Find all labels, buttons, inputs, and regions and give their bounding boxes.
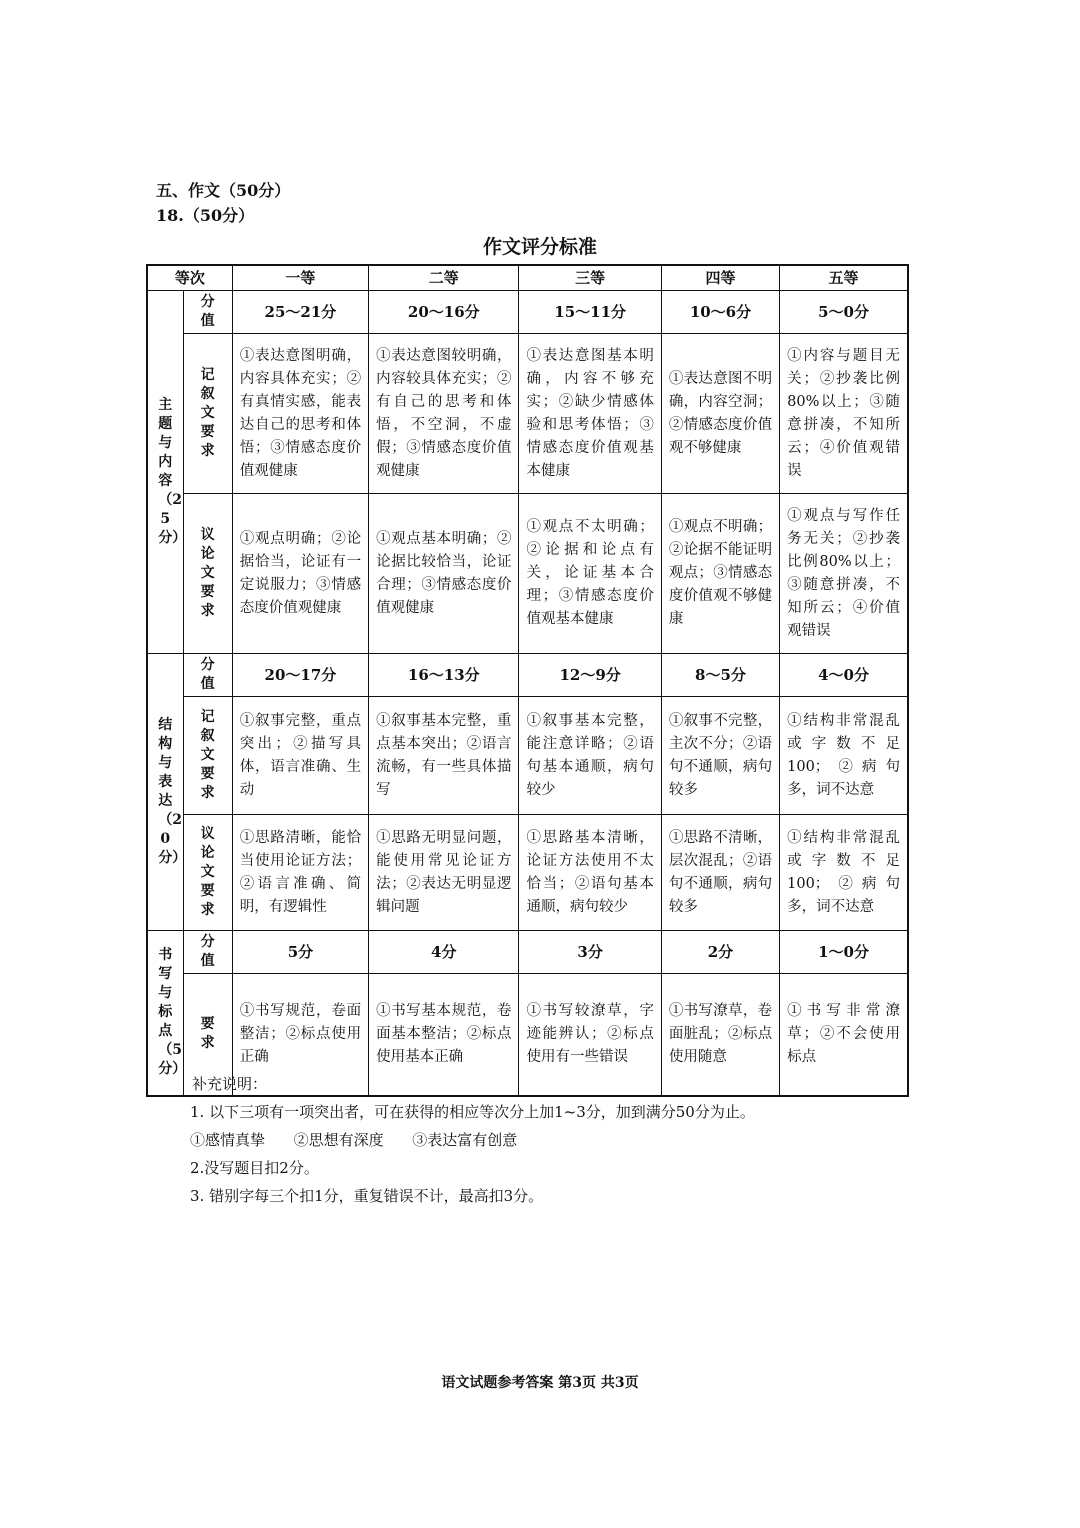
requirement-label-text: 议论文要求 <box>200 826 215 918</box>
criteria-cell: ①观点不明确；②论据不能证明观点；③情感态度价值观不够健康 <box>661 494 779 654</box>
score-label <box>183 291 232 334</box>
score-label-text: 分值 <box>200 294 215 329</box>
requirement-label <box>183 494 232 654</box>
dimension-label <box>147 654 187 931</box>
supplementary-notes <box>190 1070 755 1210</box>
score-range-cell: 12～9分 <box>519 654 661 697</box>
score-range-cell: 2分 <box>661 931 779 974</box>
score-range-cell: 16～13分 <box>369 654 519 697</box>
score-range-cell: 3分 <box>519 931 661 974</box>
note-item: 3. 错别字每三个扣1分，重复错误不计，最高扣3分。 <box>190 1187 544 1205</box>
score-row <box>147 291 908 334</box>
criteria-cell: ①书写规范，卷面整洁；②标点使用正确 <box>232 974 368 1096</box>
note-item: 1. 以下三项有一项突出者，可在获得的相应等次分上加1~3分，加到满分50分为止。 <box>190 1103 755 1121</box>
criteria-cell: ①观点不太明确；②论据和论点有关，论证基本合理；③情感态度价值观基本健康 <box>519 494 661 654</box>
criteria-cell: ①思路清晰，能恰当使用论证方法；②语言准确、简明，有逻辑性 <box>232 815 368 931</box>
criteria-cell: ①表达意图较明确，内容较具体充实；②有自己的思考和体悟，不空洞，不虚假；③情感态度价值观健康 <box>369 334 519 494</box>
score-label-text: 分值 <box>200 934 215 969</box>
criteria-cell: ①观点与写作任务无关；②抄袭比例80%以上；③随意拼凑，不知所云；④价值观错误 <box>780 494 908 654</box>
criteria-cell: ①思路基本清晰，论证方法使用不太恰当；②语句基本通顺，病句较少 <box>519 815 661 931</box>
section-title: 五、作文（50分） <box>156 181 291 200</box>
criteria-cell: ①思路无明显问题，能使用常见论证方法；②表达无明显逻辑问题 <box>369 815 519 931</box>
requirement-label <box>183 815 232 931</box>
score-range-cell: 5～0分 <box>780 291 908 334</box>
criteria-cell: ①结构非常混乱或字数不足100；②病句多，词不达意 <box>780 697 908 815</box>
score-label <box>183 931 232 974</box>
criteria-cell: ①表达意图不明确，内容空洞；②情感态度价值观不够健康 <box>661 334 779 494</box>
requirement-label-text: 要求 <box>200 1016 215 1052</box>
requirement-label-text: 记叙文要求 <box>200 367 215 459</box>
dimension-label <box>147 291 187 654</box>
criteria-cell: ①书写潦草，卷面脏乱；②标点使用随意 <box>661 974 779 1096</box>
criteria-cell: ①叙事不完整，主次不分；②语句不通顺，病句较多 <box>661 697 779 815</box>
criteria-cell: ①叙事基本完整，能注意详略；②语句基本通顺，病句较少 <box>519 697 661 815</box>
score-range-cell: 10～6分 <box>661 291 779 334</box>
criteria-cell: ①表达意图基本明确，内容不够充实；②缺少情感体验和思考体悟；③情感态度价值观基本健康 <box>519 334 661 494</box>
page-footer: 语文试题参考答案 第3页 共3页 <box>441 1375 639 1391</box>
score-row <box>147 931 908 974</box>
note-item: 2.没写题目扣2分。 <box>190 1159 319 1177</box>
score-range-cell: 4分 <box>369 931 519 974</box>
criteria-cell: ①叙事完整，重点突出；②描写具体，语言准确、生动 <box>232 697 368 815</box>
corner-cell: 等次 <box>147 265 232 291</box>
grade-header: 四等 <box>661 265 779 291</box>
requirement-row <box>147 697 908 815</box>
dimension-label-text: 结构与表达（20分） <box>158 717 187 866</box>
criteria-cell: ①观点基本明确；②论据比较恰当，论证合理；③情感态度价值观健康 <box>369 494 519 654</box>
dimension-label <box>147 931 187 1096</box>
grade-header: 三等 <box>519 265 661 291</box>
grading-table <box>146 264 909 1097</box>
criteria-cell: ①观点明确；②论据恰当，论证有一定说服力；③情感态度价值观健康 <box>232 494 368 654</box>
requirement-row <box>147 815 908 931</box>
dimension-label-text: 主题与内容（25分） <box>158 397 187 546</box>
criteria-cell: ①内容与题目无关；②抄袭比例80%以上；③随意拼凑，不知所云；④价值观错误 <box>780 334 908 494</box>
score-label-text: 分值 <box>200 657 215 692</box>
table-title: 作文评分标准 <box>482 236 597 258</box>
criteria-cell: ①书写基本规范，卷面基本整洁；②标点使用基本正确 <box>369 974 519 1096</box>
score-range-cell: 20～17分 <box>232 654 368 697</box>
question-number: 18.（50分） <box>156 206 255 225</box>
criteria-cell: ①书写非常潦草；②不会使用标点 <box>780 974 908 1096</box>
score-range-cell: 1～0分 <box>780 931 908 974</box>
score-range-cell: 25～21分 <box>232 291 368 334</box>
header-row <box>147 265 908 291</box>
grade-header: 五等 <box>780 265 908 291</box>
requirement-label-text: 记叙文要求 <box>200 709 215 801</box>
notes-title: 补充说明： <box>192 1075 268 1093</box>
table-body <box>147 265 908 1096</box>
criteria-cell: ①结构非常混乱或字数不足100；②病句多，词不达意 <box>780 815 908 931</box>
score-row <box>147 654 908 697</box>
note-item: ①感情真挚 ②思想有深度 ③表达富有创意 <box>190 1131 518 1149</box>
score-label <box>183 654 232 697</box>
requirement-label <box>183 334 232 494</box>
dimension-label-text: 书写与标点（5分） <box>158 947 187 1078</box>
score-range-cell: 20～16分 <box>369 291 519 334</box>
score-range-cell: 8～5分 <box>661 654 779 697</box>
score-range-cell: 15～11分 <box>519 291 661 334</box>
requirement-label-text: 议论文要求 <box>200 527 215 619</box>
requirement-row <box>147 494 908 654</box>
criteria-cell: ①思路不清晰，层次混乱；②语句不通顺，病句较多 <box>661 815 779 931</box>
requirement-row <box>147 334 908 494</box>
criteria-cell: ①书写较潦草，字迹能辨认；②标点使用有一些错误 <box>519 974 661 1096</box>
grade-header: 二等 <box>369 265 519 291</box>
requirement-label <box>183 697 232 815</box>
criteria-cell: ①叙事基本完整，重点基本突出；②语言流畅，有一些具体描写 <box>369 697 519 815</box>
grade-header: 一等 <box>232 265 368 291</box>
criteria-cell: ①表达意图明确，内容具体充实；②有真情实感，能表达自己的思考和体悟；③情感态度价值观健康 <box>232 334 368 494</box>
score-range-cell: 4～0分 <box>780 654 908 697</box>
score-range-cell: 5分 <box>232 931 368 974</box>
